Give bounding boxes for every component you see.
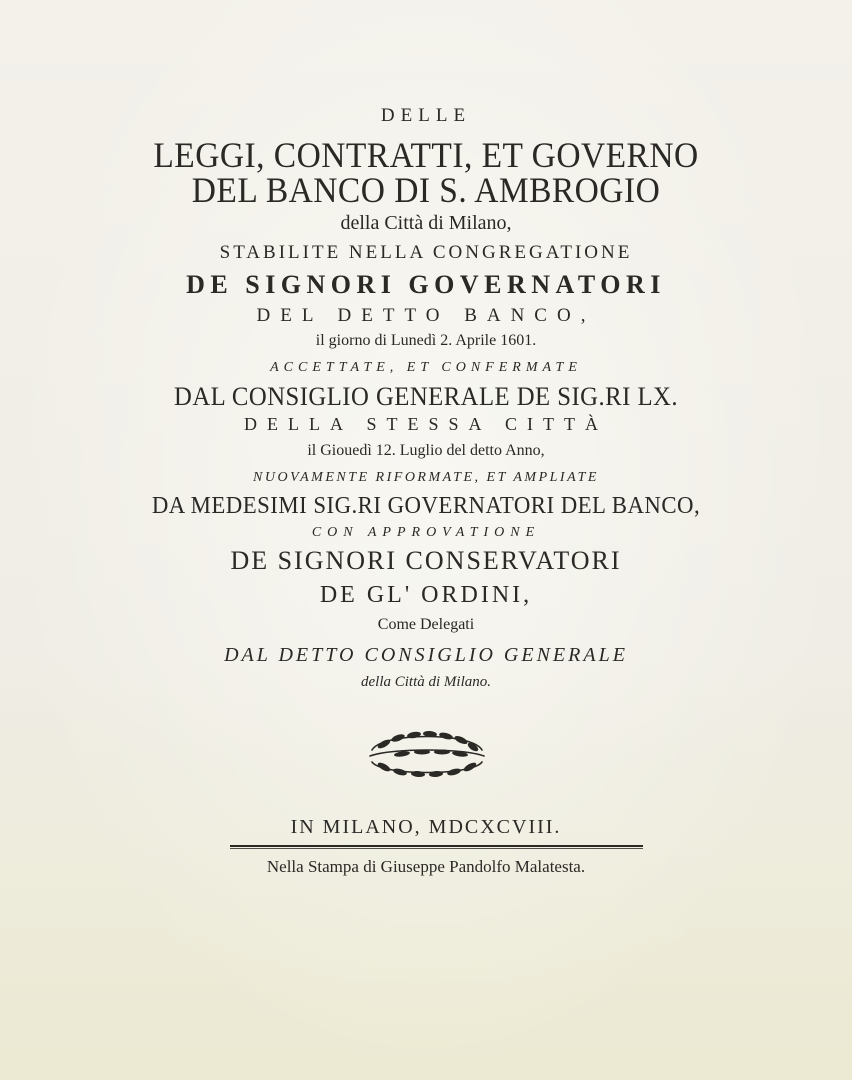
title-line-consiglio-generale: DAL CONSIGLIO GENERALE DE SIG.RI LX. <box>174 382 678 411</box>
title-line-delle: DELLE <box>380 105 472 126</box>
rule-thick-line <box>230 845 643 847</box>
imprint-place-date: IN MILANO, MDCXCVIII. <box>290 816 562 838</box>
imprint-printer: Nella Stampa di Giuseppe Pandolfo Malatesta. <box>266 857 586 876</box>
title-line-medesimi: DA MEDESIMI SIG.RI GOVERNATORI DEL BANCO, <box>151 493 701 519</box>
title-line-ordini: DE GL' ORDINI, <box>319 582 533 608</box>
title-line-stabilite: STABILITE NELLA CONGREGATIONE <box>219 242 633 263</box>
title-line-citta-milano: della Città di Milano. <box>361 674 491 690</box>
title-line-date-luglio: il Giouedì 12. Luglio del detto Anno, <box>307 442 545 459</box>
title-line-date-1601: il giorno di Lunedì 2. Aprile 1601. <box>315 332 537 349</box>
title-line-stessa-citta: DELLA STESSA CITTÀ <box>243 414 608 434</box>
title-line-accettate: ACCETTATE, ET CONFERMATE <box>270 360 582 375</box>
title-line-dal-detto: DAL DETTO CONSIGLIO GENERALE <box>224 644 628 666</box>
rule-thin-line <box>230 848 643 849</box>
title-line-nuovamente: NUOVAMENTE RIFORMATE, ET AMPLIATE <box>253 470 599 485</box>
title-line-approvatione: CON APPROVATIONE <box>311 525 541 540</box>
title-line-signori-governatori: DE SIGNORI GOVERNATORI <box>186 270 666 299</box>
title-line-conservatori: DE SIGNORI CONSERVATORI <box>230 546 622 575</box>
title-line-detto-banco: DEL DETTO BANCO, <box>256 305 596 326</box>
title-line-milano: della Città di Milano, <box>340 212 512 234</box>
main-title-line-2: DEL BANCO DI S. AMBROGIO <box>191 170 661 210</box>
imprint-divider-rule <box>230 845 643 849</box>
title-line-come-delegati: Come Delegati <box>377 616 475 633</box>
main-title-line-1: LEGGI, CONTRATTI, ET GOVERNO <box>153 135 699 175</box>
laurel-wreath-ornament <box>362 720 492 780</box>
